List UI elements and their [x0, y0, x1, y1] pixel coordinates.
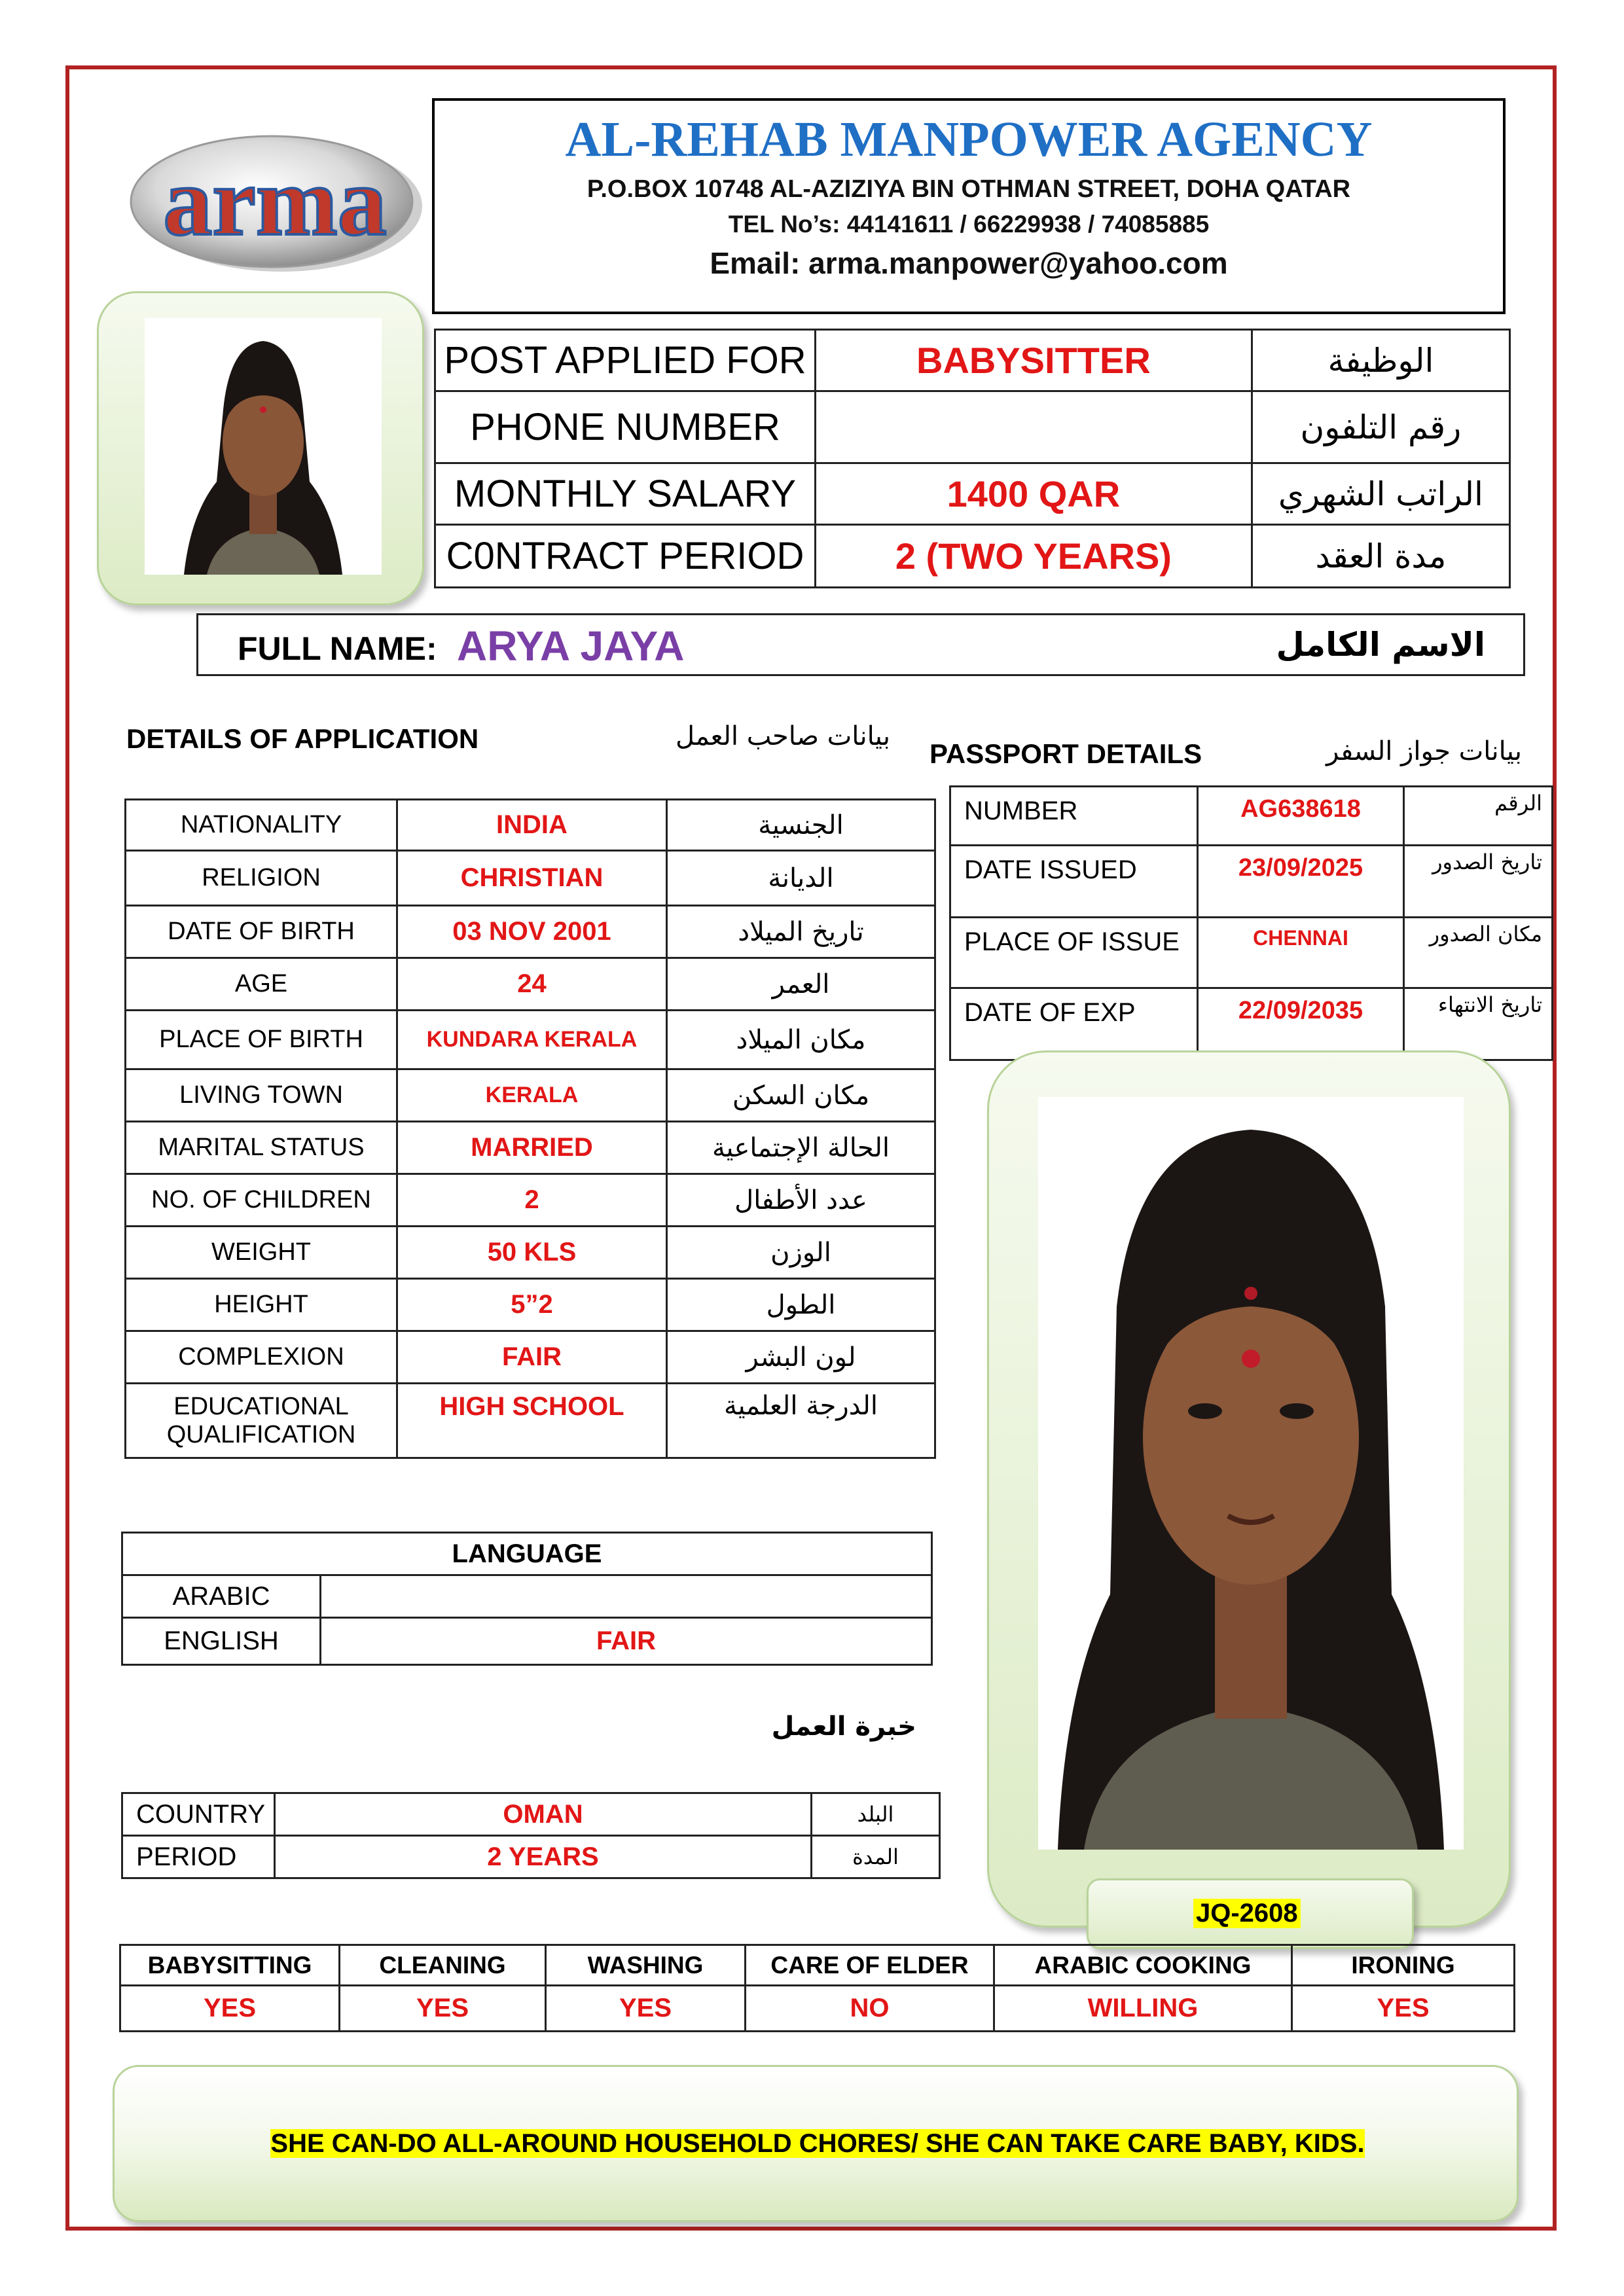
- skill-header-ironing: IRONING: [1292, 1945, 1515, 1986]
- application-label: EDUCATIONAL QUALIFICATION: [126, 1384, 397, 1458]
- passport-table: [949, 785, 1553, 1061]
- application-label: COMPLEXION: [126, 1331, 397, 1384]
- logo-text: arma: [163, 147, 387, 256]
- application-value: INDIA: [397, 800, 667, 851]
- skill-value-ironing: YES: [1292, 1986, 1515, 2032]
- table-row: [126, 958, 935, 1011]
- application-value: 50 KLS: [397, 1227, 667, 1279]
- table-row: [126, 1069, 935, 1122]
- small-photo: [145, 318, 382, 575]
- application-arabic: تاريخ الميلاد: [667, 906, 935, 958]
- table-row: [122, 1836, 940, 1878]
- application-arabic: الجنسية: [667, 800, 935, 851]
- skill-value-care-of-elder: NO: [746, 1986, 994, 2032]
- table-row: [126, 1122, 935, 1174]
- skills-table: [119, 1944, 1515, 2032]
- phone-value: [815, 391, 1252, 463]
- application-label: LIVING TOWN: [126, 1069, 397, 1122]
- full-name-box: [196, 613, 1525, 676]
- country-value: OMAN: [275, 1793, 812, 1836]
- application-arabic: عدد الأطفال: [667, 1174, 935, 1227]
- application-arabic: الحالة الإجتماعية: [667, 1122, 935, 1174]
- salary-label: MONTHLY SALARY: [435, 463, 816, 525]
- skill-header-arabic-cooking: ARABIC COOKING: [994, 1945, 1292, 1986]
- skill-value-babysitting: YES: [120, 1986, 340, 2032]
- application-arabic: الطول: [667, 1279, 935, 1331]
- table-row: [120, 1986, 1515, 2032]
- table-row: [126, 1227, 935, 1279]
- small-photo-frame: [97, 291, 424, 605]
- period-arabic: المدة: [812, 1836, 940, 1878]
- application-arabic: مكان الميلاد: [667, 1011, 935, 1069]
- passport-label: PLACE OF ISSUE: [950, 918, 1198, 988]
- table-row: [126, 1174, 935, 1227]
- application-value: 2: [397, 1174, 667, 1227]
- agency-email: Email: arma.manpower@yahoo.com: [710, 246, 1228, 280]
- application-value: 24: [397, 958, 667, 1011]
- full-name-arabic: الاسم الكامل: [1276, 626, 1485, 664]
- skill-value-arabic-cooking: WILLING: [994, 1986, 1292, 2032]
- post-value: BABYSITTER: [815, 330, 1252, 391]
- table-row: [126, 851, 935, 906]
- application-rows: [126, 800, 935, 1458]
- country-arabic: البلد: [812, 1793, 940, 1836]
- large-photo: [1038, 1097, 1464, 1850]
- application-label: PLACE OF BIRTH: [126, 1011, 397, 1069]
- skill-value-washing: YES: [546, 1986, 746, 2032]
- full-name-value: ARYA JAYA: [457, 622, 685, 670]
- passport-label: DATE ISSUED: [950, 846, 1198, 918]
- phone-label: PHONE NUMBER: [435, 391, 816, 463]
- application-value: 03 NOV 2001: [397, 906, 667, 958]
- application-arabic: الديانة: [667, 851, 935, 906]
- application-label: RELIGION: [126, 851, 397, 906]
- full-name-label: FULL NAME:: [238, 630, 437, 667]
- agency-address: P.O.BOX 10748 AL-AZIZIYA BIN OTHMAN STREET, DOHA QATAR: [586, 175, 1351, 203]
- reference-badge: [1087, 1878, 1414, 1949]
- agency-logo: [121, 124, 429, 281]
- passport-value: AG638618: [1198, 787, 1404, 846]
- passport-arabic: تاريخ الانتهاء: [1404, 988, 1553, 1060]
- application-title-arabic: بيانات صاحب العمل: [676, 721, 890, 751]
- skill-header-cleaning: CLEANING: [340, 1945, 546, 1986]
- language-arabic-label: ARABIC: [122, 1575, 321, 1618]
- passport-title-arabic: بيانات جواز السفر: [1326, 736, 1522, 766]
- application-label: MARITAL STATUS: [126, 1122, 397, 1174]
- application-arabic: مكان السكن: [667, 1069, 935, 1122]
- large-photo-frame: [987, 1050, 1511, 1928]
- application-arabic: الوزن: [667, 1227, 935, 1279]
- salary-arabic: الراتب الشهري: [1252, 463, 1509, 525]
- agency-name: AL-REHAB MANPOWER AGENCY: [565, 112, 1373, 167]
- portrait-large-image: [1038, 1097, 1464, 1850]
- passport-arabic: الرقم: [1404, 787, 1553, 846]
- table-row: [435, 525, 1510, 588]
- table-row: [435, 330, 1510, 391]
- note-box: [113, 2065, 1519, 2222]
- application-arabic: العمر: [667, 958, 935, 1011]
- application-arabic: الدرجة العلمية: [667, 1384, 935, 1458]
- table-row: [122, 1575, 932, 1618]
- application-value: CHRISTIAN: [397, 851, 667, 906]
- application-value: KERALA: [397, 1069, 667, 1122]
- table-row: [435, 463, 1510, 525]
- skill-header-care-of-elder: CARE OF ELDER: [746, 1945, 994, 1986]
- table-row: [950, 846, 1553, 918]
- post-arabic: الوظيفة: [1252, 330, 1509, 391]
- application-label: AGE: [126, 958, 397, 1011]
- phone-arabic: رقم التلفون: [1252, 391, 1509, 463]
- table-row: [950, 787, 1553, 846]
- period-value: 2 YEARS: [275, 1836, 812, 1878]
- table-row: [126, 1011, 935, 1069]
- application-label: NATIONALITY: [126, 800, 397, 851]
- application-value: KUNDARA KERALA: [397, 1011, 667, 1069]
- application-label: WEIGHT: [126, 1227, 397, 1279]
- salary-value: 1400 QAR: [815, 463, 1252, 525]
- table-row: [126, 1384, 935, 1458]
- country-label: COUNTRY: [122, 1793, 275, 1836]
- table-row: [950, 918, 1553, 988]
- application-label: DATE OF BIRTH: [126, 906, 397, 958]
- passport-title: PASSPORT DETAILS: [929, 738, 1202, 769]
- table-row: [122, 1793, 940, 1836]
- application-table: [124, 798, 936, 1459]
- skill-header-babysitting: BABYSITTING: [120, 1945, 340, 1986]
- application-value: MARRIED: [397, 1122, 667, 1174]
- passport-value: 22/09/2035: [1198, 988, 1404, 1060]
- passport-label: NUMBER: [950, 787, 1198, 846]
- contract-arabic: مدة العقد: [1252, 525, 1509, 588]
- portrait-small-image: [145, 318, 382, 575]
- experience-table: [121, 1792, 941, 1879]
- reference-code: JQ-2608: [1193, 1899, 1301, 1928]
- note-text: SHE CAN-DO ALL-AROUND HOUSEHOLD CHORES/ SHE CAN TAKE CARE BABY, KIDS.: [270, 2129, 1365, 2158]
- application-title: DETAILS OF APPLICATION: [126, 723, 479, 754]
- experience-title-arabic: خبرة العمل: [771, 1712, 916, 1742]
- skill-value-cleaning: YES: [340, 1986, 546, 2032]
- language-title: LANGUAGE: [122, 1533, 932, 1575]
- passport-value: 23/09/2025: [1198, 846, 1404, 918]
- note-line: [115, 2129, 1521, 2159]
- period-label: PERIOD: [122, 1836, 275, 1878]
- passport-arabic: تاريخ الصدور: [1404, 846, 1553, 918]
- application-label: HEIGHT: [126, 1279, 397, 1331]
- application-arabic: لون البشر: [667, 1331, 935, 1384]
- language-english-label: ENGLISH: [122, 1618, 321, 1665]
- table-row: [122, 1618, 932, 1665]
- language-arabic-value: [321, 1575, 932, 1618]
- table-row: [126, 1331, 935, 1384]
- passport-label: DATE OF EXP: [950, 988, 1198, 1060]
- passport-arabic: مكان الصدور: [1404, 918, 1553, 988]
- table-row: [120, 1945, 1515, 1986]
- language-english-value: FAIR: [321, 1618, 932, 1665]
- table-row: [126, 906, 935, 958]
- table-row: [126, 800, 935, 851]
- application-value: FAIR: [397, 1331, 667, 1384]
- application-value: 5”2: [397, 1279, 667, 1331]
- passport-value: CHENNAI: [1198, 918, 1404, 988]
- application-value: HIGH SCHOOL: [397, 1384, 667, 1458]
- language-table: [121, 1532, 933, 1666]
- table-row: [126, 1279, 935, 1331]
- contract-label: C0NTRACT PERIOD: [435, 525, 816, 588]
- contract-value: 2 (TWO YEARS): [815, 525, 1252, 588]
- application-label: NO. OF CHILDREN: [126, 1174, 397, 1227]
- passport-rows: [950, 787, 1553, 1060]
- skill-header-washing: WASHING: [546, 1945, 746, 1986]
- post-label: POST APPLIED FOR: [435, 330, 816, 391]
- table-row: [122, 1533, 932, 1575]
- agency-tel: TEL No’s: 44141611 / 66229938 / 74085885: [728, 211, 1210, 238]
- post-info-table: [434, 329, 1511, 588]
- table-row: [950, 988, 1553, 1060]
- table-row: [435, 391, 1510, 463]
